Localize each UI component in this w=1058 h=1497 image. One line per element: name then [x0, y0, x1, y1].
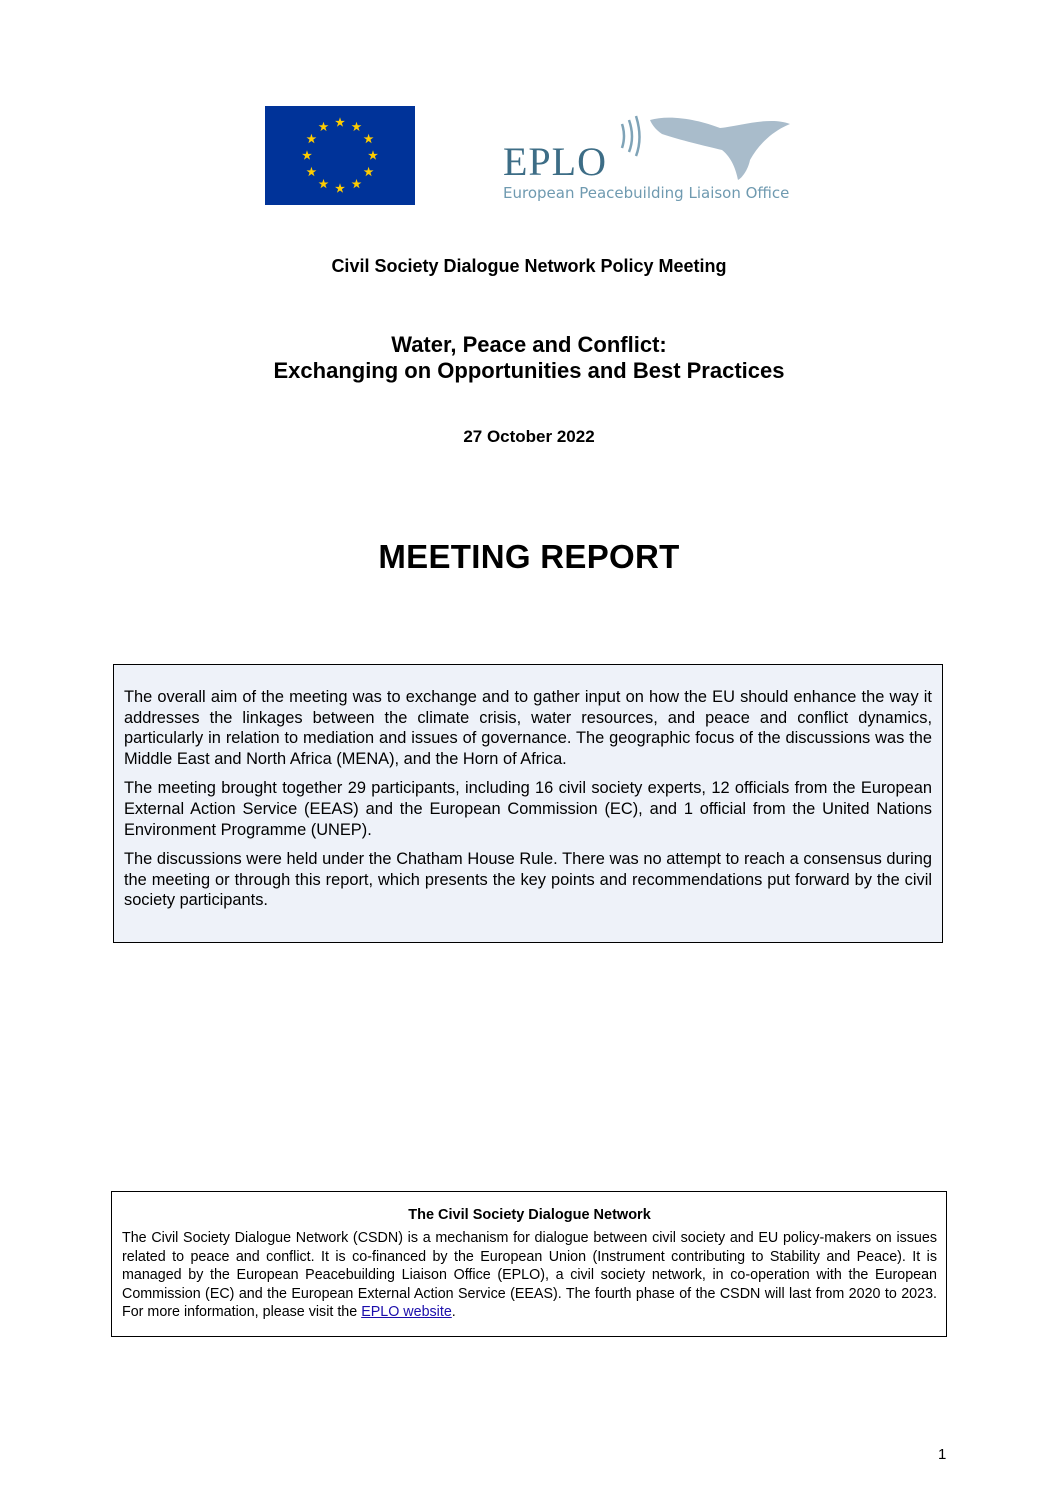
eu-stars-icon — [265, 106, 415, 205]
eu-star-icon — [319, 122, 329, 131]
eu-star-icon — [364, 167, 374, 176]
meeting-title — [0, 332, 1058, 384]
summary-paragraph-participants: The meeting brought together 29 participants, including 16 civil society experts, 12 officials from the European External Action Service (EEAS) and the European Commission (EC), and 1 official from the United Nations Environment Programme (UNEP). — [124, 779, 932, 839]
eu-star-icon — [306, 134, 316, 143]
eu-flag-logo — [265, 106, 415, 205]
eu-star-icon — [302, 150, 312, 159]
summary-paragraph-rule: The discussions were held under the Chatham House Rule. There was no attempt to reach a consensus during the meeting or through this report, which presents the key points and recommendations put forward by the civil society participants. — [124, 850, 932, 910]
title-line-1: Water, Peace and Conflict: — [391, 332, 667, 357]
meeting-date: 27 October 2022 — [463, 427, 595, 446]
eplo-subtitle: European Peacebuilding Liaison Office — [503, 184, 790, 202]
eu-star-icon — [368, 150, 378, 159]
eu-star-icon — [335, 183, 345, 192]
eu-star-icon — [335, 117, 345, 126]
eu-star-icon — [364, 134, 374, 143]
report-heading: MEETING REPORT — [378, 538, 680, 575]
csdn-info-box — [111, 1191, 947, 1337]
csdn-box-title: The Civil Society Dialogue Network — [408, 1207, 651, 1223]
network-heading: Civil Society Dialogue Network Policy Meeting — [331, 256, 727, 276]
eplo-wordmark: EPLO — [503, 139, 607, 184]
page-number: 1 — [938, 1446, 947, 1463]
eplo-bird-icon — [610, 112, 790, 182]
eu-star-icon — [352, 122, 362, 131]
csdn-description: The Civil Society Dialogue Network (CSDN) is a mechanism for dialogue between civil society and EU policy-makers on issues related to peace and conflict. It is co-financed by the European Union (Instrument contributing to Stability and Peace). It is managed by the European Peacebuilding Liaison Office (EPLO), a civil society network, in co-operation with the European Commission (EC) and the European External Action Service (EEAS). The fourth phase of the CSDN will last from 2020 to 2023. For more information, please visit the — [122, 1230, 937, 1321]
summary-paragraph-aim: The overall aim of the meeting was to exchange and to gather input on how the EU should enhance the way it addresses the linkages between the climate crisis, water resources, and peace and conflict dynamics, particularly in relation to mediation and issues of governance. The geographic focus of the discussions was the Middle East and North Africa (MENA), and the Horn of Africa. — [124, 688, 932, 768]
eu-star-icon — [306, 167, 316, 176]
eplo-website-link[interactable]: EPLO website — [361, 1304, 452, 1321]
eu-star-icon — [319, 179, 329, 188]
csdn-text-tail: . — [451, 1304, 456, 1321]
eu-star-icon — [352, 179, 362, 188]
eplo-logo — [500, 112, 790, 207]
summary-box — [113, 664, 943, 943]
title-line-2: Exchanging on Opportunities and Best Practices — [273, 358, 785, 383]
csdn-box-text — [122, 1229, 937, 1322]
